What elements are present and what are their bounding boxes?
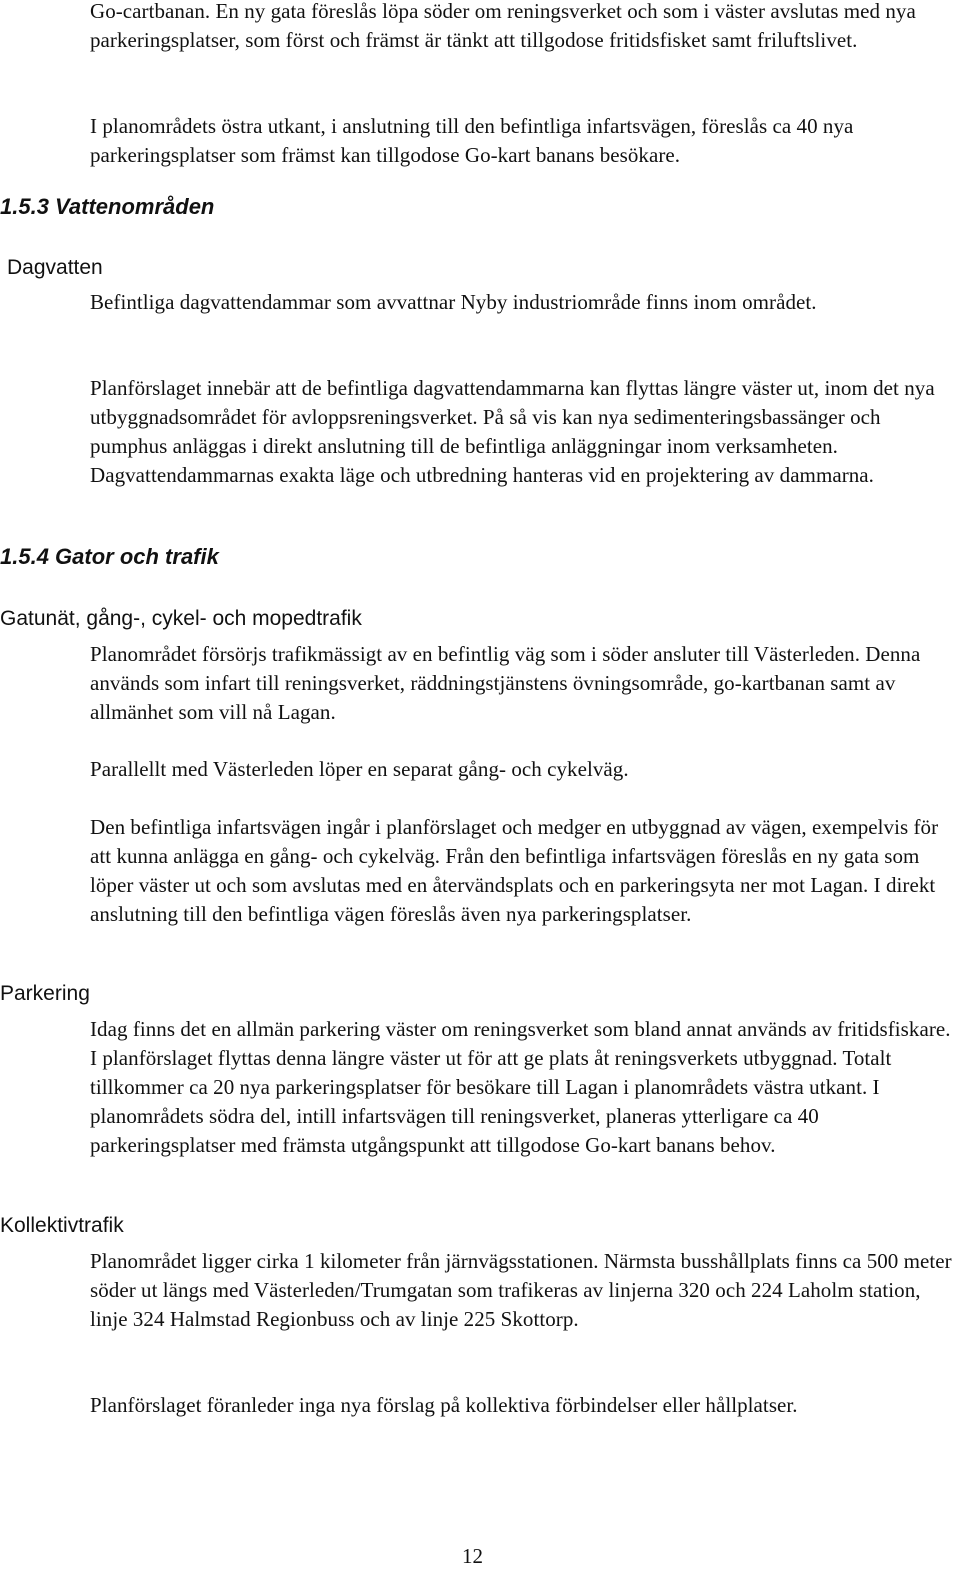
subheading-parkering: Parkering <box>0 982 90 1005</box>
section-heading-gator-och-trafik: 1.5.4 Gator och trafik <box>0 544 219 569</box>
transit-paragraph-1: Planområdet ligger cirka 1 kilometer från järnvägsstationen. Närmsta busshållplats finns ca 500 meter söder ut längs med Västerleden/Trumgatan som trafikeras av linjerna 320 och 224 Laholm station, linje 324 Halmstad Regionbuss och av linje 225 Skottorp. <box>90 1249 952 1331</box>
traffic-paragraph-1: Planområdet försörjs trafikmässigt av en befintlig väg som i söder ansluter till Västerleden. Denna används som infart till reningsverket, räddningstjänstens övningsområde, go-kartbanan samt av allmänhet som vill nå Lagan. <box>90 642 921 724</box>
subheading-gatunat: Gatunät, gång-, cykel- och mopedtrafik <box>0 607 362 630</box>
page-number: 12 <box>462 1544 483 1568</box>
parking-east-paragraph: I planområdets östra utkant, i anslutning till den befintliga infartsvägen, föreslås ca 40 nya parkeringsplatser som främst kan tillgodose Go-kart banans besökare. <box>90 114 854 167</box>
dagvatten-paragraph-2: Planförslaget innebär att de befintliga dagvattendammarna kan flyttas längre väster ut, inom det nya utbyggnadsområdet för avloppsreningsverket. På så vis kan nya sedimenteringsbassänger och pumphus anläggas i direkt anslutning till de befintliga anläggningar inom verksamheten. Dagvattendammarnas exakta läge och utbredning hanteras vid en projektering av dammarna. <box>90 376 935 487</box>
parking-paragraph-1: Idag finns det en allmän parkering väster om reningsverket som bland annat används av fritidsfiskare. I planförslaget flyttas denna längre väster ut för att ge plats åt reningsverkets utbyggnad. Totalt tillkommer ca 20 nya parkeringsplatser för besökare till Lagan i planområdets västra utkant. I planområdets södra del, intill infartsvägen till reningsverket, planeras ytterligare ca 40 parkeringsplatser med främsta utgångspunkt att tillgodose Go-kart banans behov. <box>90 1017 951 1157</box>
subheading-dagvatten: Dagvatten <box>7 256 103 279</box>
transit-paragraph-2: Planförslaget föranleder inga nya förslag på kollektiva förbindelser eller hållplatser. <box>90 1393 798 1417</box>
dagvatten-paragraph-1: Befintliga dagvattendammar som avvattnar Nyby industriområde finns inom området. <box>90 290 817 314</box>
top-paragraph: Go-cartbanan. En ny gata föreslås löpa söder om reningsverket och som i väster avslutas med nya parkeringsplatser, som först och främst är tänkt att tillgodose fritidsfisket samt friluftslivet. <box>90 0 916 52</box>
subheading-kollektivtrafik: Kollektivtrafik <box>0 1214 124 1237</box>
traffic-paragraph-2: Parallellt med Västerleden löper en separat gång- och cykelväg. <box>90 757 629 781</box>
traffic-paragraph-3: Den befintliga infartsvägen ingår i planförslaget och medger en utbyggnad av vägen, exempelvis för att kunna anlägga en gång- och cykelväg. Från den befintliga infartsvägen föreslås en ny gata som löper väster ut och som avslutas med en återvändsplats och en parkeringsyta ner mot Lagan. I direkt anslutning till den befintliga vägen föreslås även nya parkeringsplatser. <box>90 815 939 926</box>
section-heading-vattenomraden: 1.5.3 Vattenområden <box>0 194 215 219</box>
